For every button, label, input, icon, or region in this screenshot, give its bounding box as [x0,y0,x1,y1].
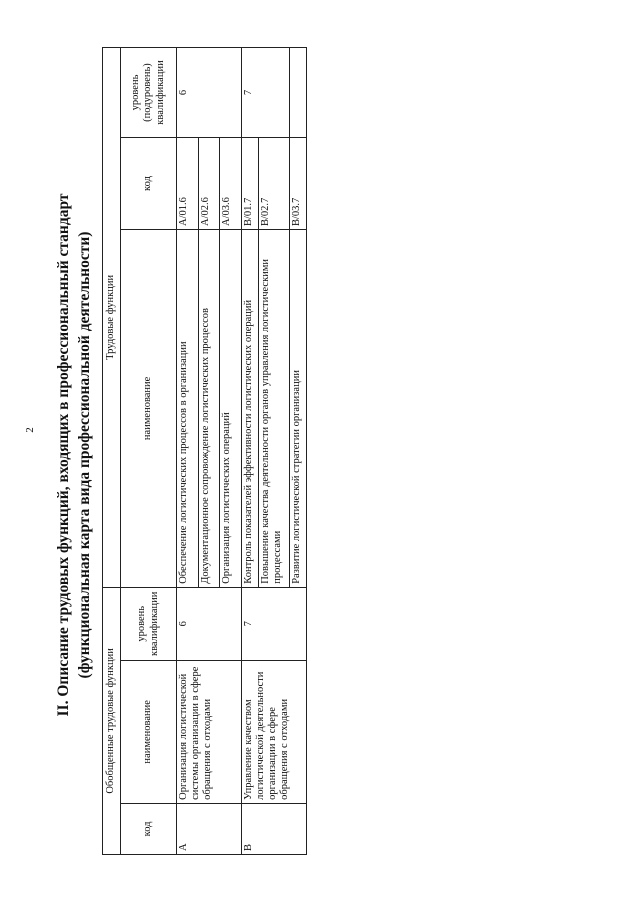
function-name: Документационное сопровождение логистических процессов [198,230,220,588]
functional-map-table [102,47,307,855]
function-name: Повышение качества деятельности органов управления логистическими процессами [259,230,290,588]
group-name: Организация логистической системы организации в сфере обращения с отходами [177,660,242,803]
table-header-row [103,48,121,855]
function-code: A/02.6 [198,138,220,230]
group-name: Управление качеством логистической деятельности организации в сфере обращения с отходами [242,660,307,803]
function-name: Контроль показателей эффективности логистических операций [242,230,259,588]
table-row [242,48,259,855]
function-name: Организация логистических операций [220,230,242,588]
section-subtitle: (функциональная карта вида профессиональной деятельности) [76,231,93,679]
group-code: А [177,803,242,854]
rotated-page-content [0,15,640,895]
section-title: II. Описание трудовых функций, входящих в профессиональный стандарт [55,193,72,717]
group-code: В [242,803,307,854]
group-level: 6 [177,587,242,660]
function-code: A/03.6 [220,138,242,230]
function-code: B/01.7 [242,138,259,230]
function-code: B/02.7 [259,138,290,230]
header-func-name: наименование [121,230,177,588]
function-code: A/01.6 [177,138,199,230]
function-name: Обеспечение логистических процессов в организации [177,230,199,588]
header-gen-code: код [121,803,177,854]
table-row [177,48,199,855]
header-labor-functions: Трудовые функции [103,48,121,588]
function-sublevel: 7 [242,48,290,138]
function-sublevel-empty [289,48,306,138]
function-name: Развитие логистической стратегии организации [289,230,306,588]
header-gen-name: наименование [121,660,177,803]
header-gen-level: уровень квалификации [121,587,177,660]
header-func-code: код [121,138,177,230]
table-subheader-row [121,48,177,855]
group-level: 7 [242,587,307,660]
header-func-sublevel: уровень (подуровень) квалификации [121,48,177,138]
header-generalized-functions: Обобщенные трудовые функции [103,587,121,854]
function-sublevel: 6 [177,48,242,138]
page-number: 2 [23,427,36,433]
function-code: B/03.7 [289,138,306,230]
